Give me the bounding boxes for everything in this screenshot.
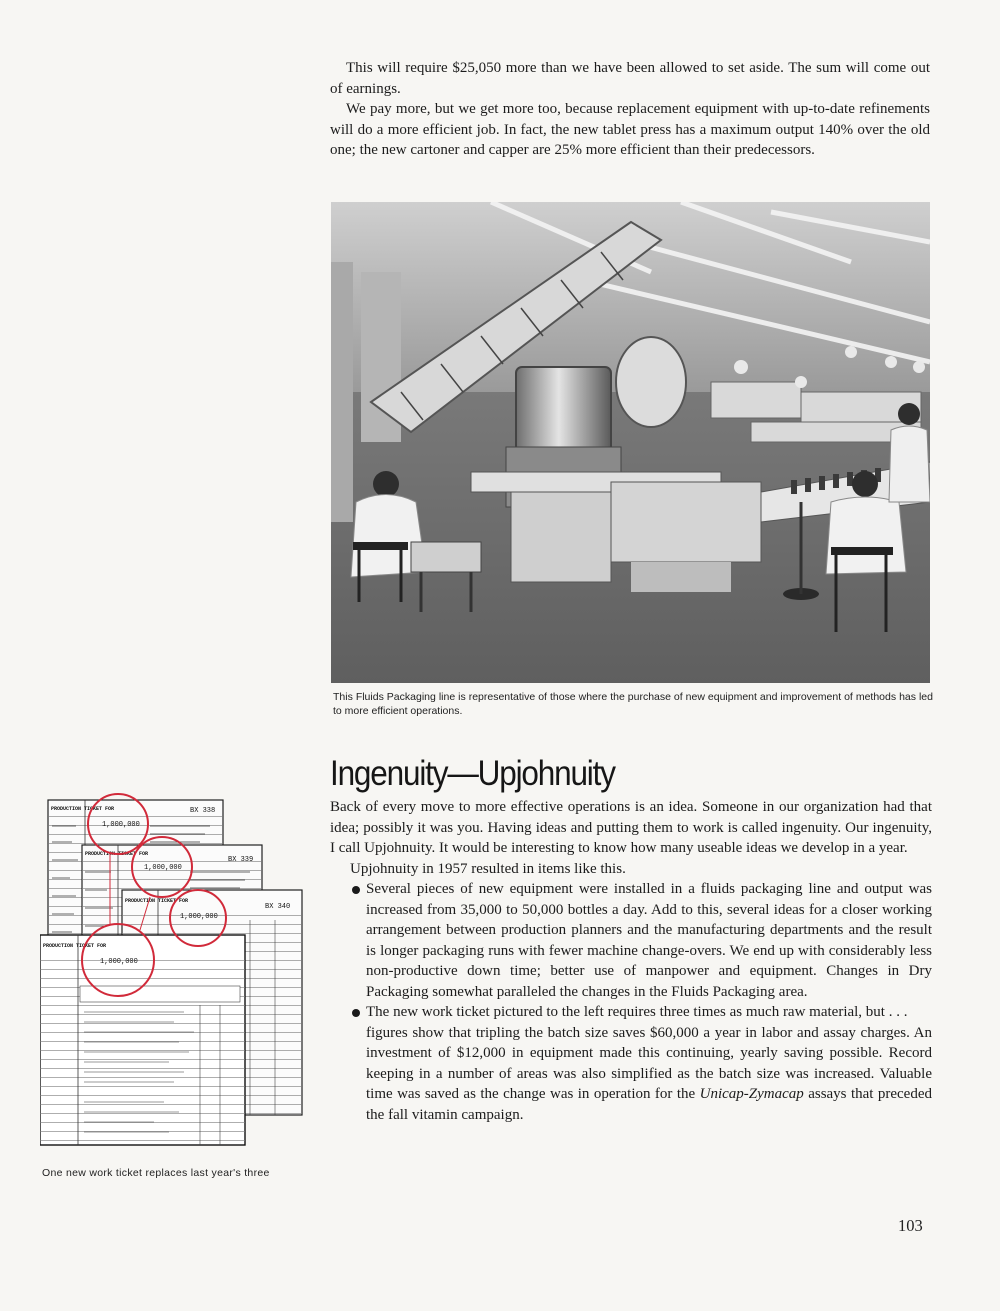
bullet-icon: [352, 886, 360, 894]
ticket-label: PRODUCTION TICKET FOR: [125, 898, 189, 904]
ticket-label: PRODUCTION TICKET FOR: [51, 806, 115, 812]
bullet-icon: [352, 1009, 360, 1017]
photo-caption: This Fluids Packaging line is representative of those where the purchase of new equipment and improvement of methods has led to more efficient operations.: [333, 691, 933, 717]
ticket-number: BX 339: [228, 856, 254, 864]
ticket-number: BX 340: [265, 903, 291, 911]
tickets-caption: One new work ticket replaces last year's three: [42, 1167, 270, 1179]
ticket-label: PRODUCTION TICKET FOR: [85, 851, 149, 857]
bullet-item-equipment: [330, 879, 932, 1002]
continuation-text: figures show that tripling the batch size saves $60,000 a year in labor and assay charges. An investment of $12,000 in equipment made this continuing, yearly saving possible. Record keeping in a number of areas was also simplified as the batch size was increased. Valuable time was saved as the change was in operation for the: [366, 1024, 932, 1102]
intro-paragraph-2: We pay more, but we get more too, because replacement equipment with up-to-date refinements will do a more efficient job. In fact, the new tablet press has a maximum output 140% over the old one; the new cartoner and capper are 25% more efficient than their predecessors.: [330, 101, 930, 158]
continuation-paragraph: [330, 1023, 932, 1126]
page-number: 103: [898, 1216, 923, 1235]
ticket-quantity: 1,000,000: [144, 864, 182, 872]
section-paragraph-1: Back of every move to more effective operations is an idea. Someone in our organization had that idea; possibly it was you. Having ideas and putting them to work is called ingenuity. Our ingenuity, I call Upjohnuity. It would be interesting to know how many useable ideas we develop in a year.: [330, 799, 932, 856]
ticket-label: PRODUCTION TICKET FOR: [43, 943, 107, 949]
work-tickets-illustration: [40, 790, 310, 1155]
ticket-quantity: 1,000,000: [102, 821, 140, 829]
ticket-quantity: 1,000,000: [180, 913, 218, 921]
continuation-text-end: assays that preceded the fall vitamin campaign.: [366, 1086, 932, 1123]
ticket-new: [40, 935, 245, 1145]
section-body: [330, 797, 932, 1125]
intro-paragraph-1: This will require $25,050 more than we have been allowed to set aside. The sum will come out of earnings.: [330, 60, 930, 97]
bullet-text: Several pieces of new equipment were installed in a fluids packaging line and output was increased from 35,000 to 50,000 bottles a day. Add to this, several ideas for a closer working arrangement between production planners and the manufacturing departments and the result is longer packaging runs with fewer machine change-overs. We end up with considerably less non-productive down time; better use of manpower and equipment. Changes in Dry Packaging somewhat paralleled the changes in the Fluids Packaging area.: [366, 881, 932, 1000]
packaging-line-photo: [331, 202, 930, 683]
bullet-item-work-ticket: [330, 1002, 932, 1023]
bullet-text: The new work ticket pictured to the left requires three times as much raw material, but . . .: [366, 1004, 908, 1020]
section-paragraph-2: Upjohnuity in 1957 resulted in items like this.: [350, 860, 626, 877]
intro-text: [330, 58, 930, 161]
ticket-number: BX 338: [190, 807, 216, 815]
section-heading: Ingenuity—Upjohnuity: [330, 754, 615, 793]
product-name: Unicap-Zymacap: [699, 1086, 804, 1102]
ticket-quantity: 1,000,000: [100, 958, 138, 966]
